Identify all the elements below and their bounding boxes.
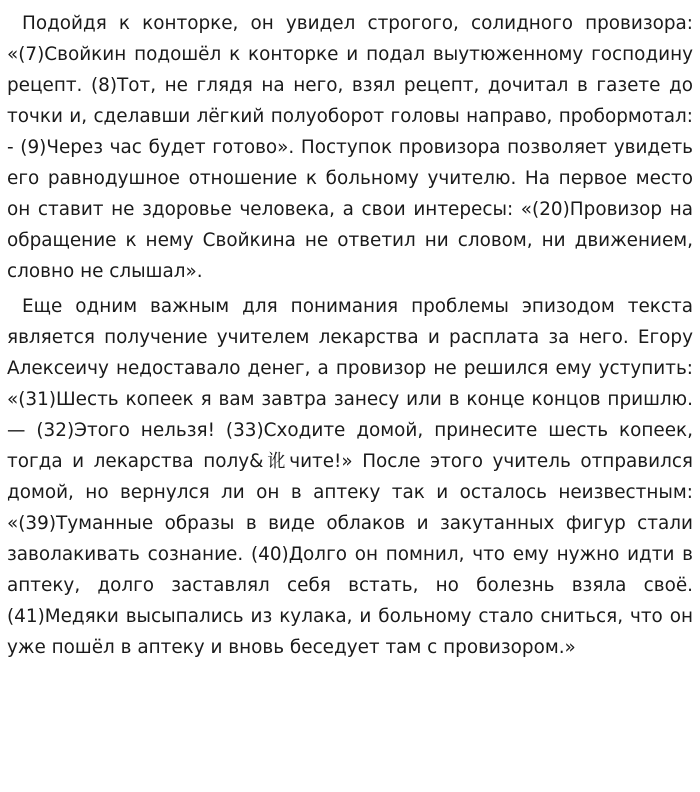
essay-text xyxy=(7,8,693,663)
paragraph-1: Подойдя к конторке, он увидел строгого, солидного провизора: «(7)Свойкин подошёл к конторке и подал выутюженному господину рецепт. (8)Тот, не глядя на него, взял рецепт, дочитал в газете до точки и, сделавши лёгкий полуоборот головы направо, пробормотал: - (9)Через час будет готово». Поступок провизора позволяет увидеть его равнодушное отношение к больному учителю. На первое место он ставит не здоровье человека, а свои интересы: «(20)Провизор на обращение к нему Свойкина не ответил ни словом, ни движением, словно не слышал». xyxy=(7,13,693,282)
paragraph-2: Еще одним важным для понимания проблемы эпизодом текста является получение учителем лекарства и расплата за него. Егору Алексеичу недоставало денег, а провизор не решился ему уступить: «(31)Шесть копеек я вам завтра занесу или в конце концов пришлю. — (32)Этого нельзя! (33)Сходите домой, принесите шесть копеек, тогда и лекарства полу&讹чите!» После этого учитель отправился домой, но вернулся ли он в аптеку так и осталось неизвестным: «(39)Туманные образы в виде облаков и закутанных фигур стали заволакивать сознание. (40)Долго он помнил, что ему нужно идти в аптеку, долго заставлял себя встать, но болезнь взяла своё. (41)Медяки высыпались из кулака, и больному стало сниться, что он уже пошёл в аптеку и вновь беседует там с провизором.» xyxy=(7,296,693,658)
